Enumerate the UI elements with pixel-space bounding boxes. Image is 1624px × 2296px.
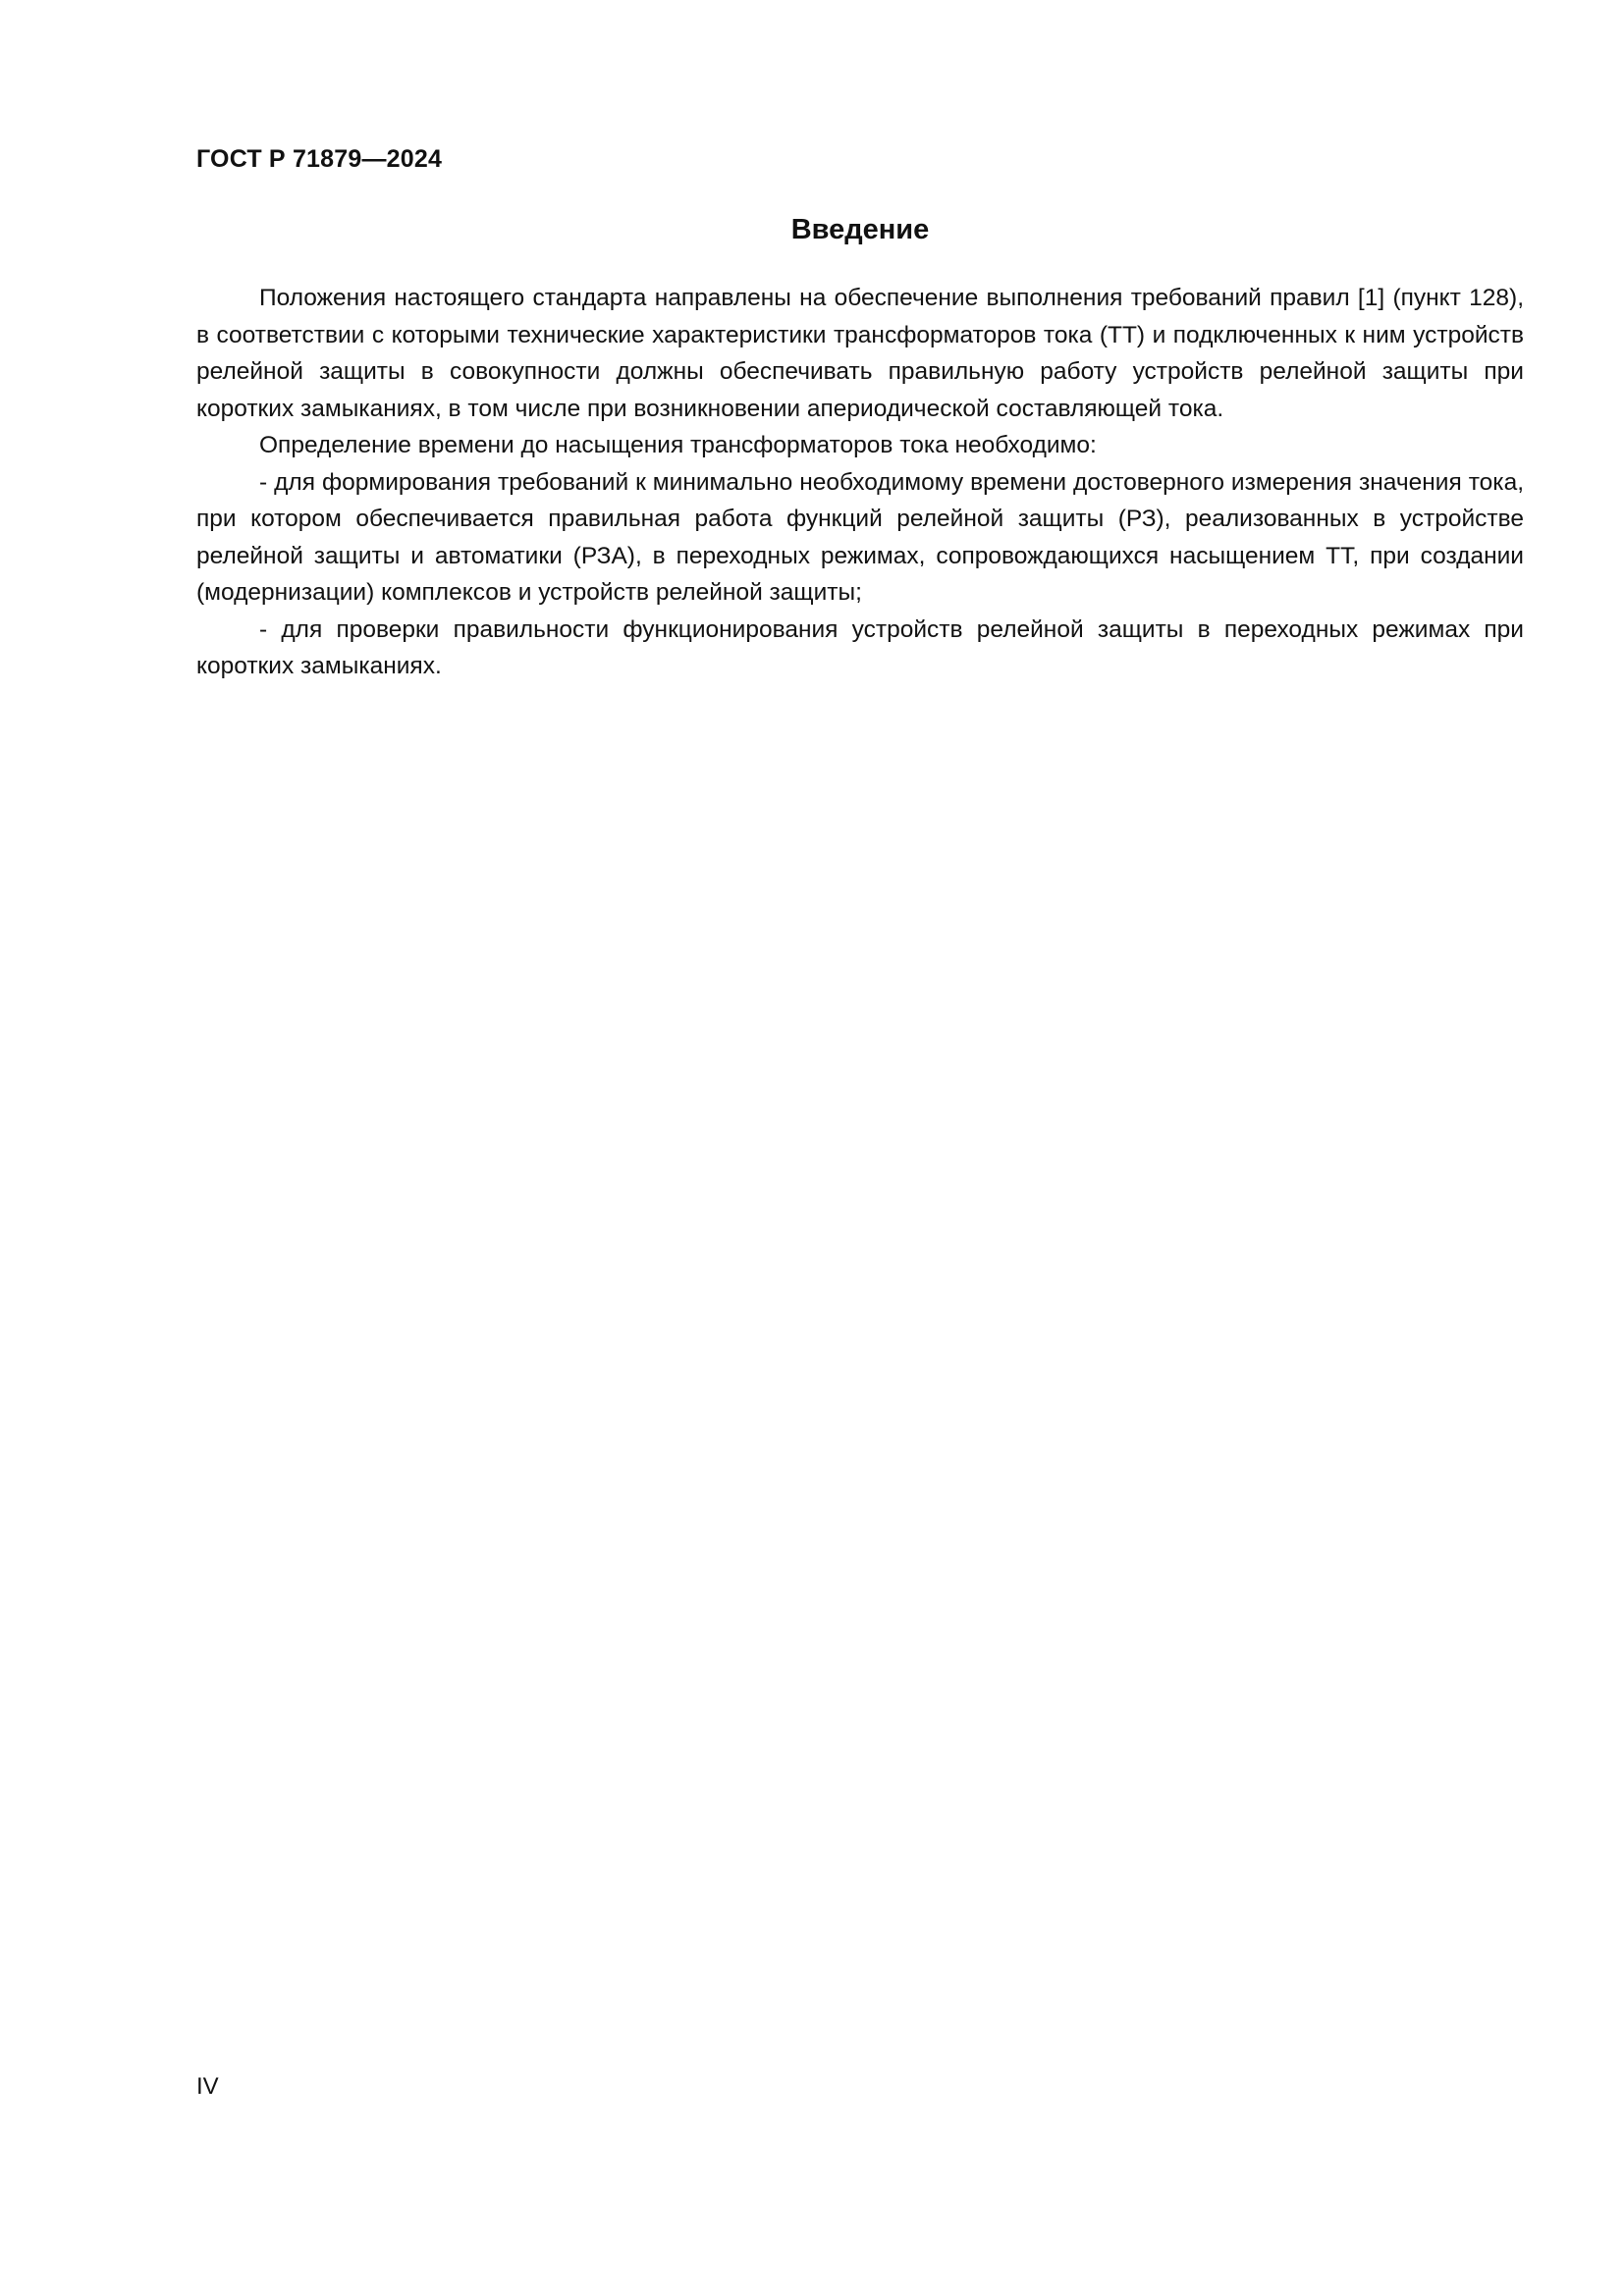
page-content [196, 214, 1524, 685]
paragraph-list-item-2: - для проверки правильности функционирования устройств релейной защиты в переходных режимах при коротких замыканиях. [196, 615, 1524, 679]
paragraph-definition-lead: Определение времени до насыщения трансформаторов тока необходимо: [259, 432, 1097, 458]
paragraph-list-item-1: - для формирования требований к минимально необходимому времени достоверного измерения значения тока, при котором обеспечивается правильная работа функций релейной защиты (РЗ), реализованных в устройстве релейной защиты и автоматики (РЗА), в переходных режимах, сопровождающихся насыщением ТТ, при создании (модернизации) комплексов и устройств релейной защиты; [196, 468, 1524, 606]
paragraph-intro: Положения настоящего стандарта направлены на обеспечение выполнения требований правил [1] (пункт 128), в соответствии с которыми технические характеристики трансформаторов тока (ТТ) и подключенных к ним устройств релейной защиты в совокупности должны обеспечивать правильную работу устройств релейной защиты при коротких замыканиях, в том числе при возникновении апериодической составляющей тока. [196, 285, 1524, 422]
body-text [196, 280, 1524, 685]
document-code-header: ГОСТ Р 71879—2024 [196, 145, 443, 173]
section-title: Введение [790, 214, 930, 245]
page-number: IV [196, 2073, 219, 2100]
